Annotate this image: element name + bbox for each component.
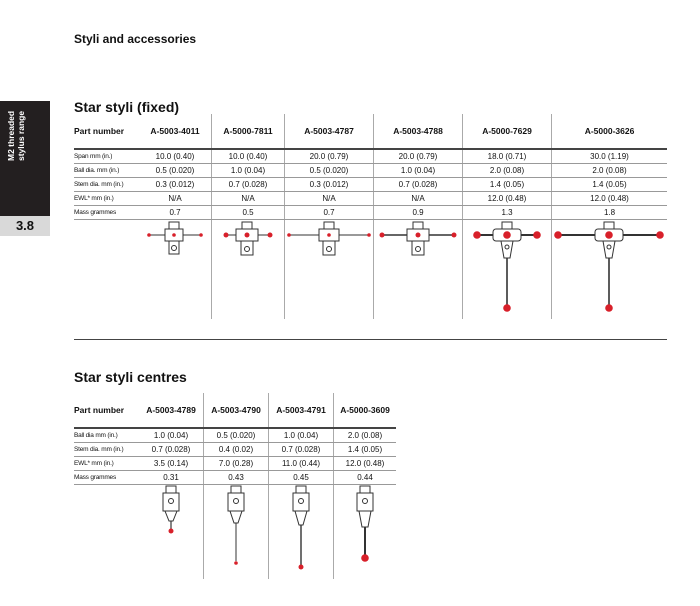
table-cell: 0.5 (0.020)	[285, 164, 374, 178]
table-cell: 0.7 (0.028)	[269, 443, 334, 457]
star-stylus-icon	[374, 220, 462, 315]
table-cell: 30.0 (1.19)	[552, 149, 668, 164]
table-cell: 0.3 (0.012)	[139, 178, 212, 192]
stylus-illustration-cell	[269, 485, 334, 580]
table-cell: 7.0 (0.28)	[204, 457, 269, 471]
table-cell: N/A	[139, 192, 212, 206]
header-cell: A-5003-4791	[269, 393, 334, 428]
row-label: Mass grammes	[74, 471, 139, 485]
table-cell: 0.9	[374, 206, 463, 220]
header-cell: A-5003-4787	[285, 114, 374, 149]
illustration-row	[74, 220, 667, 320]
stylus-illustration-cell	[552, 220, 668, 320]
star-stylus-icon	[285, 220, 373, 315]
sidebar-label-line2: stylus range	[16, 110, 26, 161]
table-cell: 3.5 (0.14)	[139, 457, 204, 471]
table-row	[74, 149, 667, 164]
row-label: EWL* mm (in.)	[74, 457, 139, 471]
table-cell: 20.0 (0.79)	[285, 149, 374, 164]
table-cell: 0.3 (0.012)	[285, 178, 374, 192]
table-cell: 2.0 (0.08)	[463, 164, 552, 178]
stylus-illustration-cell	[285, 220, 374, 320]
header-cell: Part number	[74, 393, 139, 428]
table-cell: 0.7	[285, 206, 374, 220]
row-label: EWL* mm (in.)	[74, 192, 139, 206]
table-row	[74, 206, 667, 220]
table-cell: 20.0 (0.79)	[374, 149, 463, 164]
table-cell: 1.4 (0.05)	[463, 178, 552, 192]
table-cell: 0.7 (0.028)	[374, 178, 463, 192]
table-cell: 2.0 (0.08)	[334, 428, 397, 443]
table-row	[74, 178, 667, 192]
row-label: Stem dia. mm (in.)	[74, 443, 139, 457]
table-cell: 1.4 (0.05)	[334, 443, 397, 457]
table-cell: 0.4 (0.02)	[204, 443, 269, 457]
header-cell: A-5003-4011	[139, 114, 212, 149]
header-cell: A-5000-3609	[334, 393, 397, 428]
header-cell: A-5000-7629	[463, 114, 552, 149]
table-cell: N/A	[212, 192, 285, 206]
table-cell: 1.0 (0.04)	[212, 164, 285, 178]
header-cell: A-5000-3626	[552, 114, 668, 149]
star-stylus-icon	[212, 220, 284, 315]
table-cell: 2.0 (0.08)	[552, 164, 668, 178]
star-centres-header-row	[74, 393, 396, 428]
header-cell: Part number	[74, 114, 139, 149]
section-title: Styli and accessories	[74, 32, 197, 46]
star-stylus-icon	[552, 220, 667, 315]
table-cell: 0.5 (0.020)	[204, 428, 269, 443]
star-stylus-icon	[139, 220, 211, 315]
table-cell: 1.0 (0.04)	[139, 428, 204, 443]
star-fixed-table	[74, 114, 667, 319]
star-fixed-header-row	[74, 114, 667, 149]
header-cell: A-5003-4790	[204, 393, 269, 428]
table-cell: 0.7 (0.028)	[139, 443, 204, 457]
stylus-illustration-cell	[463, 220, 552, 320]
centre-stylus-icon	[204, 485, 268, 575]
star-stylus-icon	[463, 220, 551, 315]
header-cell: A-5000-7811	[212, 114, 285, 149]
table-cell: 12.0 (0.48)	[334, 457, 397, 471]
star-fixed-title: Star styli (fixed)	[74, 99, 180, 115]
table-cell: 10.0 (0.40)	[139, 149, 212, 164]
stylus-illustration-cell	[204, 485, 269, 580]
row-label: Mass grammes	[74, 206, 139, 220]
table-cell: 0.43	[204, 471, 269, 485]
table-cell: 0.31	[139, 471, 204, 485]
centre-stylus-icon	[139, 485, 203, 575]
star-centres-title: Star styli centres	[74, 369, 187, 385]
table-row	[74, 428, 396, 443]
stylus-illustration-cell	[212, 220, 285, 320]
stylus-illustration-cell	[374, 220, 463, 320]
row-label: Span mm (in.)	[74, 149, 139, 164]
centre-stylus-icon	[334, 485, 396, 575]
table-row	[74, 443, 396, 457]
header-cell: A-5003-4789	[139, 393, 204, 428]
table-row	[74, 457, 396, 471]
table-cell: 0.5	[212, 206, 285, 220]
table-cell: 1.4 (0.05)	[552, 178, 668, 192]
table-cell: 12.0 (0.48)	[463, 192, 552, 206]
row-label: Ball dia mm (in.)	[74, 428, 139, 443]
stylus-illustration-cell	[139, 220, 212, 320]
table-cell: N/A	[374, 192, 463, 206]
stylus-illustration-cell	[139, 485, 204, 580]
table-cell: 0.7 (0.028)	[212, 178, 285, 192]
section-divider	[74, 339, 667, 340]
table-cell: 0.45	[269, 471, 334, 485]
row-label: Ball dia. mm (in.)	[74, 164, 139, 178]
star-centres-table	[74, 393, 396, 579]
table-cell: 1.0 (0.04)	[269, 428, 334, 443]
sidebar-label	[6, 61, 26, 161]
centre-stylus-icon	[269, 485, 333, 575]
table-cell: N/A	[285, 192, 374, 206]
table-cell: 10.0 (0.40)	[212, 149, 285, 164]
table-cell: 0.7	[139, 206, 212, 220]
table-cell: 11.0 (0.44)	[269, 457, 334, 471]
table-row	[74, 164, 667, 178]
table-cell: 1.0 (0.04)	[374, 164, 463, 178]
header-cell: A-5003-4788	[374, 114, 463, 149]
table-cell: 12.0 (0.48)	[552, 192, 668, 206]
table-cell: 0.5 (0.020)	[139, 164, 212, 178]
page-number: 3.8	[0, 216, 50, 236]
row-label: Stem dia. mm (in.)	[74, 178, 139, 192]
table-cell: 18.0 (0.71)	[463, 149, 552, 164]
table-row	[74, 471, 396, 485]
stylus-illustration-cell	[334, 485, 397, 580]
table-cell: 1.8	[552, 206, 668, 220]
table-cell: 0.44	[334, 471, 397, 485]
illustration-row	[74, 485, 396, 580]
sidebar-label-line1: M2 threaded	[6, 110, 16, 161]
table-row	[74, 192, 667, 206]
table-cell: 1.3	[463, 206, 552, 220]
